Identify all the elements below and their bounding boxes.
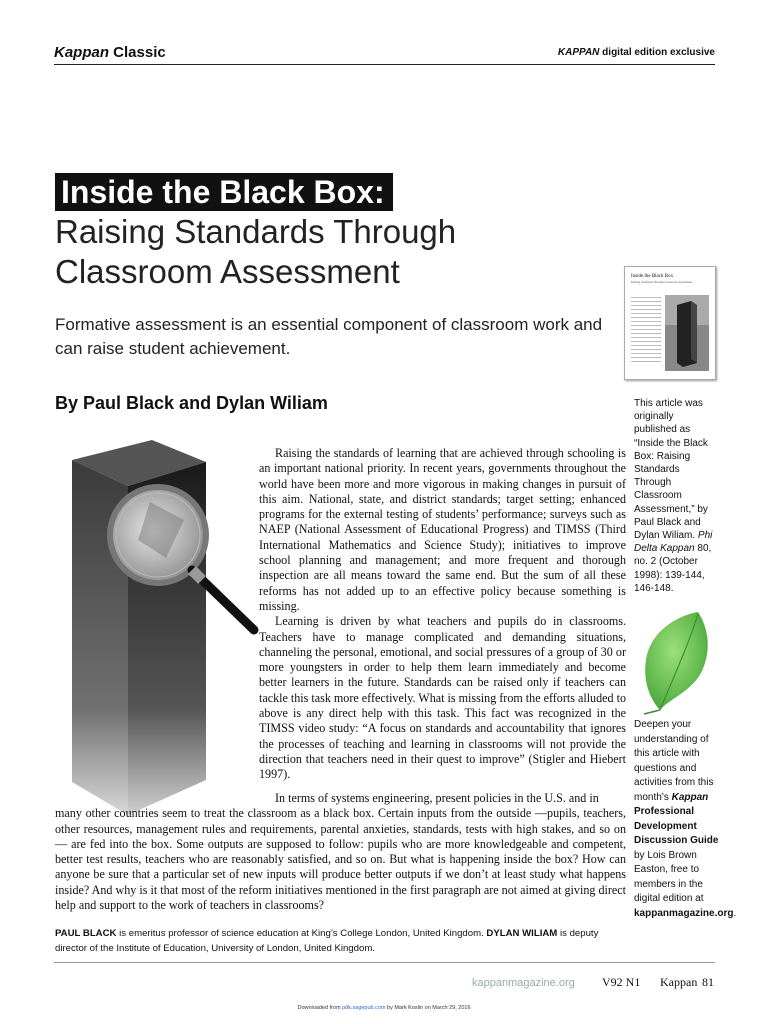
footer-volume: V92 N1 [602,975,641,989]
paragraph-2: Learning is driven by what teachers and pupils do in classrooms. Teachers have to manage complicated and demanding situations, channeling the personal, emotional, and social pressures of a group of 30 or more youngsters in order to help them learn immediately and become better learners in the future. Standards can be raised only if teachers can tackle this task more effectively. What is missing from the efforts alluded to above is any direct help with this task. This fact was recognized in the TIMSS video study: “A focus on standards and accountability that ignores the processes of teaching and learning in classrooms will not provide the direction that teachers need in their quest to improve” (Stigler and Hiebert 1997). [259,614,626,782]
body-column [259,446,626,783]
note-text: This article was originally published as “Inside the Black Box: Raising Standards Through Classroom Assessment,” by Paul Black and Dylan Wiliam. [634,398,708,542]
section-label [54,44,166,61]
footer-url[interactable]: kappanmagazine.org [472,977,575,989]
download-link[interactable]: pdk.sagepub.com [342,1005,386,1011]
author-bios [55,926,620,956]
note-journal: Phi Delta Kappan [634,530,713,555]
author-1-name: PAUL BLACK [55,928,117,939]
promo-kappan: Kappan [671,791,709,803]
promo-link[interactable]: kappanmagazine.org [634,907,734,919]
paragraph-1: Raising the standards of learning that are achieved through schooling is an important national priority. In recent years, governments throughout the world have been more and more vigorous in making changes in pursuit of this aim. National, state, and district standards; target setting; enhanced programs for the external testing of students’ performance; surveys such as NAEP (National Assessment of Educational Progress) and TIMSS (Third International Mathematics and Science Study); initiatives to improve school planning and management; and more frequent and thorough inspection are all means toward the same end. But the sum of all these reforms has not added up to an effective policy because something is missing. [259,446,626,613]
paragraph-3-rest: many other countries seem to treat the classroom as a black box. Certain inputs from the outside —pupils, teachers, other resources, management rules and requirements, parental anxieties, standards, tests with high stakes, and so on — are fed into the box. Some outputs are supposed to follow: pupils who are more knowledgeable and competent, better test results, teachers who are reasonably satisfied, and so on. But what is happening inside the box? How can anyone be sure that a particular set of new inputs will produce better outputs if we don’t at least study what happens inside? And why is it that most of the reform initiatives mentioned in the first paragraph are not aimed at giving direct help and support to the work of teachers in classrooms? [55,806,626,913]
edition-label [558,47,715,58]
header-rule [54,64,715,65]
original-publication-note [634,397,718,595]
thumbnail-title: Inside the Black Box [631,274,674,279]
download-note [0,1005,768,1011]
original-article-thumbnail [624,266,716,380]
note-citation: 80, no. 2 (October 1998): 139-144, 146-148. [634,543,712,594]
download-suffix: by Mark Koslin on March 29, 2016 [385,1005,471,1011]
paragraph-3-start: In terms of systems engineering, present policies in the U.S. and in [275,791,599,805]
dek [55,313,625,361]
subtitle [55,212,615,292]
promo-end: . [733,907,737,919]
author-2-name: DYLAN WILIAM [486,928,558,939]
promo-text: Deepen your understanding of this article with questions and activities from this month’s [634,719,714,803]
author-1-bio: is emeritus professor of science education at King’s College London, United Kingdom. [116,928,487,939]
section-label-rest: Classic [109,44,166,61]
section-label-italic: Kappan [54,44,110,61]
subtitle-line-1: Raising Standards Through [55,213,457,250]
edition-label-italic: KAPPAN [557,47,600,58]
footer-rule [54,962,715,963]
thumbnail-subtitle: Raising Standards Through Classroom Assessment [631,280,693,284]
dek-line-2: can raise student achievement. [55,339,291,358]
page-number: 81 [702,975,714,989]
promo-guide-name: Professional Development Discussion Guide [634,806,719,846]
body-wide [55,791,626,913]
edition-label-rest: digital edition exclusive [599,47,715,58]
promo-details: by Lois Brown Easton, free to members in the digital edition at [634,849,704,904]
byline: By Paul Black and Dylan Wiliam [55,393,328,413]
download-prefix: Downloaded from [297,1005,343,1011]
leaf-icon [636,606,716,716]
thumbnail-graphic [625,267,715,379]
discussion-guide-promo [634,718,737,921]
title-boxed: Inside the Black Box: [55,173,393,211]
footer-magazine: Kappan [660,975,698,989]
author-2-bio: is deputy director of the Institute of Education, University of London, United Kingdom. [55,928,599,954]
black-box-magnifier-illustration [54,430,259,815]
subtitle-line-2: Classroom Assessment [55,253,400,290]
dek-line-1: Formative assessment is an essential component of classroom work and [55,315,603,334]
